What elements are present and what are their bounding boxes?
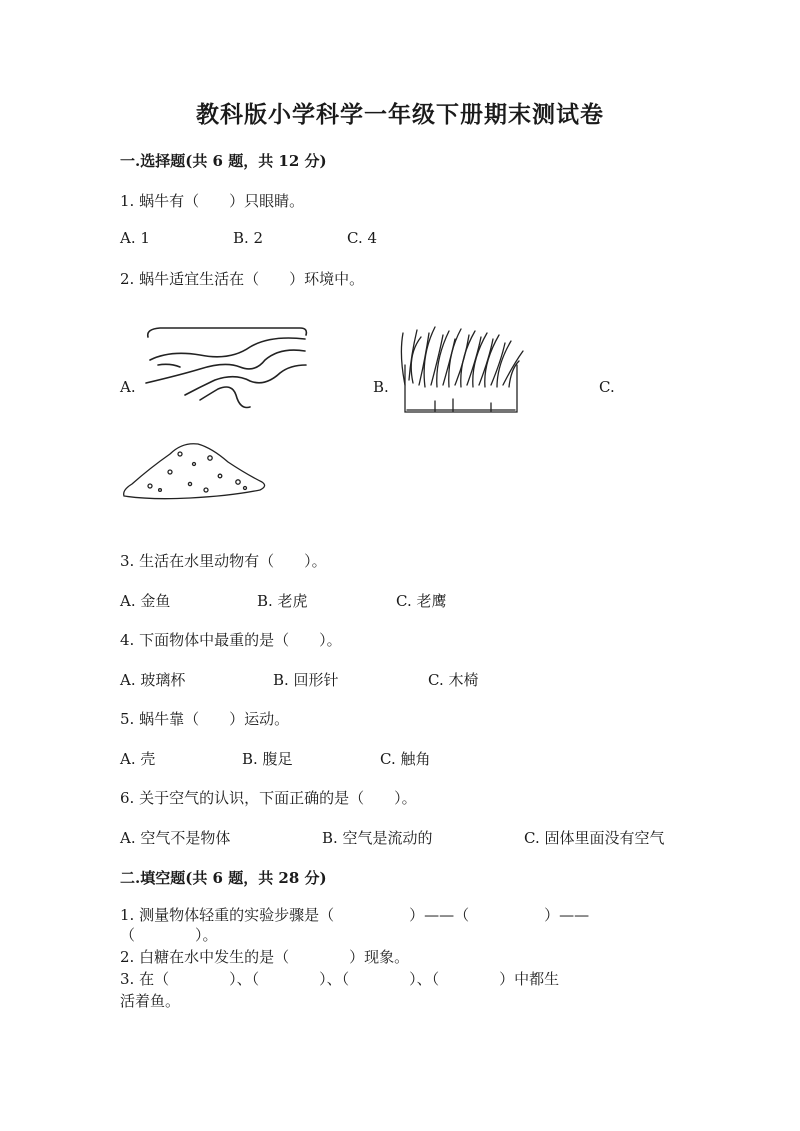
option-a: A.: [120, 378, 136, 396]
fill-question-line: （ ）。: [120, 926, 218, 944]
option-b: B. 腹足: [242, 750, 293, 768]
option-c: C. 固体里面没有空气: [524, 829, 665, 847]
soil-mound-sketch-image: [120, 438, 268, 502]
grass-sketch-image: [395, 325, 530, 417]
river-sketch-image: [140, 325, 310, 415]
question-stem: 5. 蜗牛靠（ ）运动。: [120, 710, 290, 728]
option-b: B. 2: [233, 229, 264, 247]
fill-question-line: 2. 白糖在水中发生的是（ ）现象。: [120, 948, 410, 966]
question-stem: 1. 蜗牛有（ ）只眼睛。: [120, 192, 305, 210]
option-b: B.: [373, 378, 389, 396]
option-c: C. 4: [347, 229, 378, 247]
option-a: A. 金鱼: [120, 592, 171, 610]
question-stem: 4. 下面物体中最重的是（ ）。: [120, 631, 342, 649]
option-c: C. 触角: [380, 750, 431, 768]
page-title: 教科版小学科学一年级下册期末测试卷: [196, 101, 604, 128]
section-heading-fill: 二.填空题(共 6 题，共 28 分): [120, 869, 327, 887]
fill-question-line: 活着鱼。: [120, 992, 181, 1010]
option-b: B. 老虎: [257, 592, 308, 610]
fill-question-line: 3. 在（ ）、（ ）、（ ）、（ ）中都生: [120, 970, 560, 988]
option-a: A. 1: [120, 229, 150, 247]
option-c: C. 老鹰: [396, 592, 447, 610]
question-stem: 6. 关于空气的认识，下面正确的是（ ）。: [120, 789, 417, 807]
question-stem: 3. 生活在水里动物有（ ）。: [120, 552, 327, 570]
option-c: C. 木椅: [428, 671, 479, 689]
option-a: A. 玻璃杯: [120, 671, 186, 689]
option-b: B. 回形针: [273, 671, 339, 689]
section-heading-choice: 一.选择题(共 6 题，共 12 分): [120, 152, 327, 170]
question-stem: 2. 蜗牛适宜生活在（ ）环境中。: [120, 270, 365, 288]
fill-question-line: 1. 测量物体轻重的实验步骤是（ ）——（ ）——: [120, 906, 590, 924]
option-b: B. 空气是流动的: [322, 829, 433, 847]
option-a: A. 壳: [120, 750, 156, 768]
option-a: A. 空气不是物体: [120, 829, 231, 847]
option-c: C.: [599, 378, 615, 396]
